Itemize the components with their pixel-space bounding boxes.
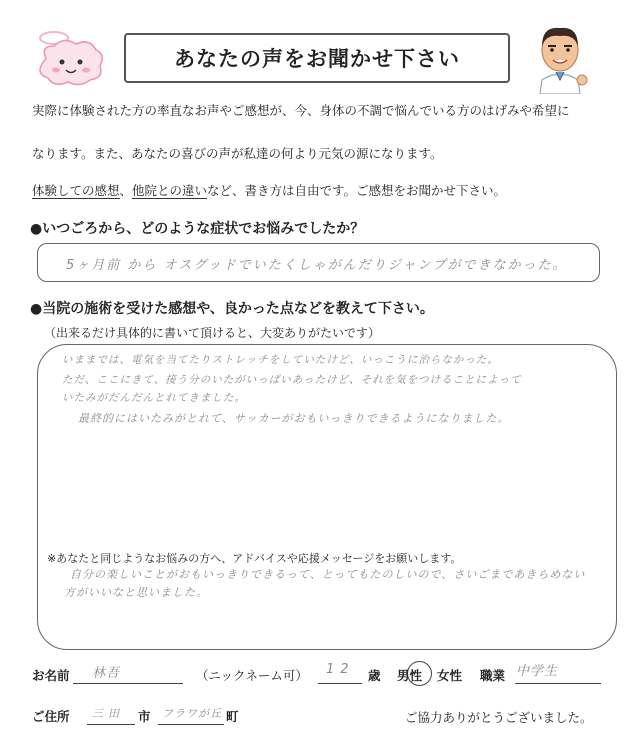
cloud-mascot-icon <box>34 28 108 94</box>
address-label: ご住所 <box>32 709 70 724</box>
town-value: フラワが丘 <box>162 707 222 720</box>
message-answer-line: 方がいいなと思いました。 <box>64 586 208 599</box>
age-underline <box>318 683 362 684</box>
question-symptoms: ●いつごろから、どのような症状でお悩みでしたか？ <box>30 221 365 237</box>
age-label: 歳 <box>368 668 381 683</box>
message-note: ※あなたと同じようなお悩みの方へ、アドバイスや応援メッセージをお願いします。 <box>47 552 462 565</box>
message-answer-line: 自分の楽しいことがおもいっきりできるって、とってもたのしいので、さいごまであきらめない <box>70 568 586 581</box>
age-value: 12 <box>326 662 355 677</box>
name-underline <box>73 683 183 684</box>
town-underline <box>158 724 224 725</box>
question-impressions: ●当院の施術を受けた感想や、良かった点などを教えて下さい。 <box>30 301 434 317</box>
intro-line-3 <box>32 181 506 199</box>
impressions-note: （出来るだけ具体的に書いて頂けると、大変ありがたいです） <box>44 326 381 340</box>
doctor-avatar-icon <box>528 20 592 94</box>
name-value: 林吾 <box>92 666 121 681</box>
impressions-answer-line: いたみがだんだんとれてきました。 <box>62 392 246 404</box>
job-label: 職業 <box>480 668 506 683</box>
impressions-answer-line: 最終的にはいたみがとれて、サッカーがおもいっきりできるようになりました。 <box>78 412 510 425</box>
intro-line-1: 実際に体験された方の率直なお声やご感想が、今、身体の不調で悩んでいる方のはげみや希望に <box>32 103 570 118</box>
name-label: お名前 <box>32 668 70 683</box>
thanks-message: ご協力ありがとうございました。 <box>405 710 593 725</box>
impressions-answer-line: いままでは、電気を当てたりストレッチをしていたけど、いっこうに治らなかった。 <box>62 354 499 366</box>
male-label: 男性 <box>397 668 423 683</box>
job-value: 中学生 <box>516 664 559 679</box>
symptoms-answer: 5ヶ月前 から オスグッドでいたくしゃがんだりジャンプができなかった。 <box>66 258 568 273</box>
nickname-note: （ニックネーム可） <box>196 668 308 683</box>
page-title: あなたの声をお聞かせ下さい <box>124 33 510 83</box>
female-label: 女性 <box>437 668 463 683</box>
job-underline <box>515 683 601 684</box>
intro-separator: 、 <box>119 183 133 198</box>
city-value: 三田 <box>92 707 124 720</box>
town-label: 町 <box>226 709 239 724</box>
intro-underline-1: 体験しての感想 <box>32 183 120 198</box>
intro-line-2: なります。また、あなたの喜びの声が私達の何より元気の源になります。 <box>32 146 443 161</box>
intro-underline-2: 他院との違い <box>132 183 208 198</box>
impressions-answer-line: ただ、ここにきて、接う分のいたがいっぱいあったけど、それを気をつけることによって <box>62 374 522 386</box>
intro-line-3-rest: など、書き方は自由です。ご感想をお聞かせ下さい。 <box>207 183 507 198</box>
city-label: 市 <box>138 709 151 724</box>
city-underline <box>87 724 135 725</box>
